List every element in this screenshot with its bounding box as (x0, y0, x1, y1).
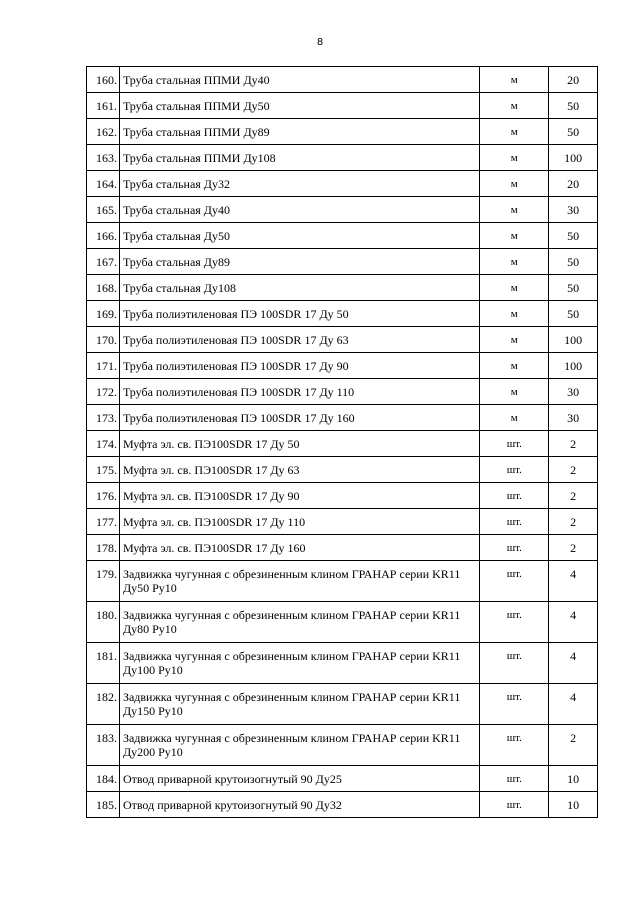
quantity: 20 (549, 67, 598, 93)
page-number: 8 (316, 37, 324, 48)
item-name: Муфта эл. св. ПЭ100SDR 17 Ду 110 (119, 509, 480, 535)
table-row (87, 561, 598, 602)
unit-of-measure: шт. (480, 561, 549, 602)
table-row (87, 249, 598, 275)
unit-of-measure: м (480, 405, 549, 431)
item-name: Труба стальная Ду32 (119, 171, 480, 197)
item-name: Труба стальная ППМИ Ду89 (119, 119, 480, 145)
item-name: Труба стальная Ду40 (119, 197, 480, 223)
quantity: 10 (549, 766, 598, 792)
table-row (87, 171, 598, 197)
quantity: 4 (549, 602, 598, 643)
unit-of-measure: шт. (480, 431, 549, 457)
quantity: 4 (549, 561, 598, 602)
item-name: Труба стальная Ду108 (119, 275, 480, 301)
item-name: Задвижка чугунная с обрезиненным клином ГРАНАР серии KR11 Ду100 Ру10 (119, 643, 480, 684)
unit-of-measure: шт. (480, 602, 549, 643)
unit-of-measure: м (480, 197, 549, 223)
row-number: 177. (87, 509, 120, 535)
row-number: 169. (87, 301, 120, 327)
unit-of-measure: м (480, 93, 549, 119)
quantity: 2 (549, 431, 598, 457)
table-row (87, 405, 598, 431)
row-number: 161. (87, 93, 120, 119)
row-number: 164. (87, 171, 120, 197)
quantity: 50 (549, 119, 598, 145)
table-row (87, 431, 598, 457)
item-name: Задвижка чугунная с обрезиненным клином ГРАНАР серии KR11 Ду80 Ру10 (119, 602, 480, 643)
item-name: Труба стальная Ду50 (119, 223, 480, 249)
row-number: 176. (87, 483, 120, 509)
row-number: 167. (87, 249, 120, 275)
table-row (87, 67, 598, 93)
table-row (87, 457, 598, 483)
row-number: 182. (87, 684, 120, 725)
quantity: 100 (549, 327, 598, 353)
unit-of-measure: м (480, 223, 549, 249)
quantity: 50 (549, 249, 598, 275)
item-name: Муфта эл. св. ПЭ100SDR 17 Ду 160 (119, 535, 480, 561)
unit-of-measure: шт. (480, 684, 549, 725)
row-number: 163. (87, 145, 120, 171)
row-number: 162. (87, 119, 120, 145)
item-name: Задвижка чугунная с обрезиненным клином ГРАНАР серии KR11 Ду150 Ру10 (119, 684, 480, 725)
table-row (87, 535, 598, 561)
quantity: 100 (549, 145, 598, 171)
table-row (87, 379, 598, 405)
item-name: Отвод приварной крутоизогнутый 90 Ду25 (119, 766, 480, 792)
table-row (87, 327, 598, 353)
item-name: Труба полиэтиленовая ПЭ 100SDR 17 Ду 90 (119, 353, 480, 379)
unit-of-measure: шт. (480, 457, 549, 483)
unit-of-measure: м (480, 327, 549, 353)
row-number: 178. (87, 535, 120, 561)
unit-of-measure: м (480, 379, 549, 405)
row-number: 185. (87, 792, 120, 818)
item-name: Труба полиэтиленовая ПЭ 100SDR 17 Ду 63 (119, 327, 480, 353)
item-name: Труба стальная Ду89 (119, 249, 480, 275)
table-row (87, 145, 598, 171)
unit-of-measure: м (480, 119, 549, 145)
unit-of-measure: шт. (480, 725, 549, 766)
row-number: 175. (87, 457, 120, 483)
table-row (87, 766, 598, 792)
row-number: 172. (87, 379, 120, 405)
row-number: 184. (87, 766, 120, 792)
quantity: 10 (549, 792, 598, 818)
quantity: 50 (549, 275, 598, 301)
unit-of-measure: м (480, 353, 549, 379)
unit-of-measure: шт. (480, 643, 549, 684)
table-row (87, 725, 598, 766)
table-row (87, 643, 598, 684)
unit-of-measure: м (480, 145, 549, 171)
item-name: Муфта эл. св. ПЭ100SDR 17 Ду 63 (119, 457, 480, 483)
item-name: Труба полиэтиленовая ПЭ 100SDR 17 Ду 160 (119, 405, 480, 431)
item-name: Труба стальная ППМИ Ду50 (119, 93, 480, 119)
unit-of-measure: м (480, 249, 549, 275)
unit-of-measure: шт. (480, 509, 549, 535)
row-number: 179. (87, 561, 120, 602)
quantity: 2 (549, 509, 598, 535)
row-number: 170. (87, 327, 120, 353)
table-row (87, 684, 598, 725)
item-name: Муфта эл. св. ПЭ100SDR 17 Ду 90 (119, 483, 480, 509)
row-number: 166. (87, 223, 120, 249)
row-number: 165. (87, 197, 120, 223)
quantity: 2 (549, 457, 598, 483)
materials-table (86, 66, 598, 818)
item-name: Муфта эл. св. ПЭ100SDR 17 Ду 50 (119, 431, 480, 457)
quantity: 30 (549, 405, 598, 431)
unit-of-measure: м (480, 301, 549, 327)
unit-of-measure: м (480, 275, 549, 301)
table-row (87, 275, 598, 301)
row-number: 168. (87, 275, 120, 301)
row-number: 174. (87, 431, 120, 457)
unit-of-measure: шт. (480, 535, 549, 561)
quantity: 30 (549, 379, 598, 405)
item-name: Труба полиэтиленовая ПЭ 100SDR 17 Ду 110 (119, 379, 480, 405)
quantity: 50 (549, 301, 598, 327)
row-number: 180. (87, 602, 120, 643)
row-number: 183. (87, 725, 120, 766)
quantity: 100 (549, 353, 598, 379)
quantity: 2 (549, 483, 598, 509)
table-row (87, 197, 598, 223)
quantity: 50 (549, 223, 598, 249)
quantity: 2 (549, 725, 598, 766)
row-number: 171. (87, 353, 120, 379)
table-row (87, 483, 598, 509)
unit-of-measure: м (480, 171, 549, 197)
item-name: Отвод приварной крутоизогнутый 90 Ду32 (119, 792, 480, 818)
quantity: 2 (549, 535, 598, 561)
quantity: 30 (549, 197, 598, 223)
unit-of-measure: м (480, 67, 549, 93)
item-name: Труба полиэтиленовая ПЭ 100SDR 17 Ду 50 (119, 301, 480, 327)
table-row (87, 353, 598, 379)
unit-of-measure: шт. (480, 483, 549, 509)
quantity: 4 (549, 643, 598, 684)
unit-of-measure: шт. (480, 792, 549, 818)
item-name: Задвижка чугунная с обрезиненным клином ГРАНАР серии KR11 Ду200 Ру10 (119, 725, 480, 766)
row-number: 160. (87, 67, 120, 93)
table-row (87, 792, 598, 818)
item-name: Труба стальная ППМИ Ду108 (119, 145, 480, 171)
table-row (87, 119, 598, 145)
quantity: 4 (549, 684, 598, 725)
item-name: Труба стальная ППМИ Ду40 (119, 67, 480, 93)
row-number: 181. (87, 643, 120, 684)
row-number: 173. (87, 405, 120, 431)
unit-of-measure: шт. (480, 766, 549, 792)
table-row (87, 93, 598, 119)
quantity: 20 (549, 171, 598, 197)
item-name: Задвижка чугунная с обрезиненным клином ГРАНАР серии KR11 Ду50 Ру10 (119, 561, 480, 602)
table-row (87, 509, 598, 535)
table-row (87, 301, 598, 327)
table-row (87, 602, 598, 643)
quantity: 50 (549, 93, 598, 119)
table-row (87, 223, 598, 249)
